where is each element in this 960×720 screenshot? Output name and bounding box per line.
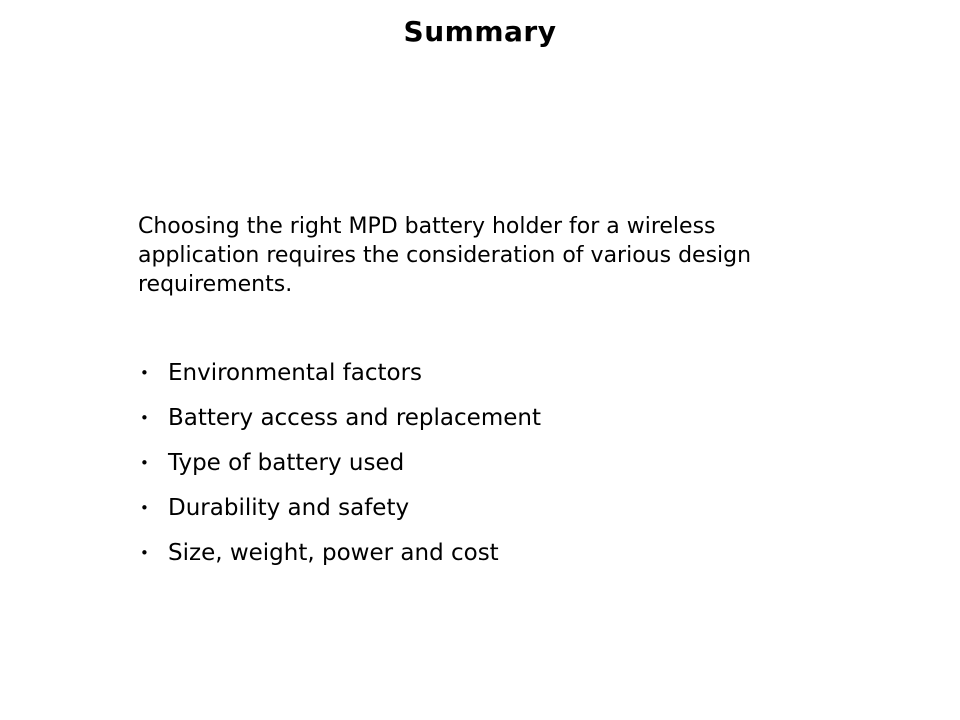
list-item — [138, 395, 838, 440]
bullet-icon: • — [140, 453, 149, 472]
page-title: Summary — [403, 15, 557, 48]
list-item — [138, 530, 838, 575]
list-item-text: Battery access and replacement — [168, 404, 541, 431]
list-item-text: Type of battery used — [168, 449, 405, 476]
bullet-icon: • — [140, 408, 149, 427]
list-item-text: Size, weight, power and cost — [168, 539, 499, 566]
bullet-icon: • — [140, 363, 149, 382]
list-item — [138, 485, 838, 530]
bullet-icon: • — [140, 543, 149, 562]
intro-paragraph: Choosing the right MPD battery holder for a wireless application requires the consideration of various design requirements. — [138, 214, 752, 297]
bullet-list — [138, 350, 838, 575]
list-item — [138, 440, 838, 485]
list-item-text: Durability and safety — [168, 494, 410, 521]
list-item — [138, 350, 838, 395]
list-item-text: Environmental factors — [168, 359, 423, 386]
bullet-icon: • — [140, 498, 149, 517]
